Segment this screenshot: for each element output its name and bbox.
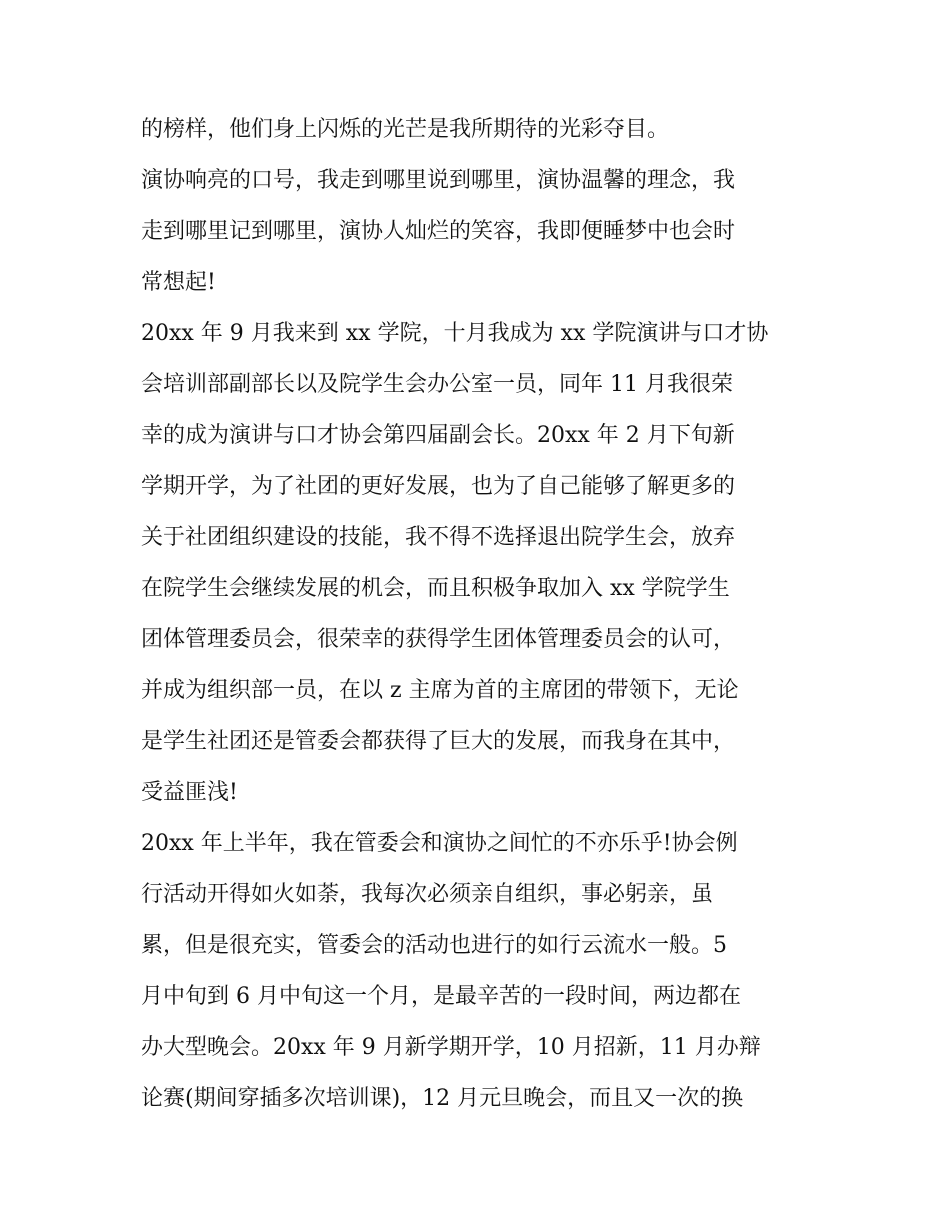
text-line: 学期开学，为了社团的更好发展，也为了自己能够了解更多的 xyxy=(141,474,736,499)
text-line: 办大型晚会。20xx 年 9 月新学期开学，10 月招新，11 月办辩 xyxy=(141,1035,761,1060)
text-line: 关于社团组织建设的技能，我不得不选择退出院学生会，放弃 xyxy=(141,525,736,550)
text-line: 走到哪里记到哪里，演协人灿烂的笑容，我即便睡梦中也会时 xyxy=(141,219,736,244)
text-line: 的榜样，他们身上闪烁的光芒是我所期待的光彩夺目。 xyxy=(141,117,670,142)
text-line: 受益匪浅! xyxy=(141,780,238,805)
text-line: 月中旬到 6 月中旬这一个月，是最辛苦的一段时间，两边都在 xyxy=(141,984,741,1009)
text-line: 演协响亮的口号，我走到哪里说到哪里，演协温馨的理念，我 xyxy=(141,168,736,193)
text-line: 团体管理委员会，很荣幸的获得学生团体管理委员会的认可， xyxy=(141,627,736,652)
text-line: 并成为组织部一员，在以 z 主席为首的主席团的带领下，无论 xyxy=(141,678,739,703)
text-line: 幸的成为演讲与口才协会第四届副会长。20xx 年 2 月下旬新 xyxy=(141,423,735,448)
text-line: 是学生社团还是管委会都获得了巨大的发展，而我身在其中， xyxy=(141,729,736,754)
text-line: 20xx 年 9 月我来到 xx 学院，十月我成为 xx 学院演讲与口才协 xyxy=(141,321,769,346)
text-line: 论赛(期间穿插多次培训课)，12 月元旦晚会，而且又一次的换 xyxy=(141,1086,744,1111)
text-line: 行活动开得如火如荼，我每次必须亲自组织，事必躬亲，虽 xyxy=(141,882,714,907)
text-line: 20xx 年上半年，我在管委会和演协之间忙的不亦乐乎!协会例 xyxy=(141,831,738,856)
text-line: 在院学生会继续发展的机会，而且积极争取加入 xx 学院学生 xyxy=(141,576,730,601)
text-line: 累，但是很充实，管委会的活动也进行的如行云流水一般。5 xyxy=(141,933,727,958)
text-line: 会培训部副部长以及院学生会办公室一员，同年 11 月我很荣 xyxy=(141,372,733,397)
text-line: 常想起! xyxy=(141,270,216,295)
